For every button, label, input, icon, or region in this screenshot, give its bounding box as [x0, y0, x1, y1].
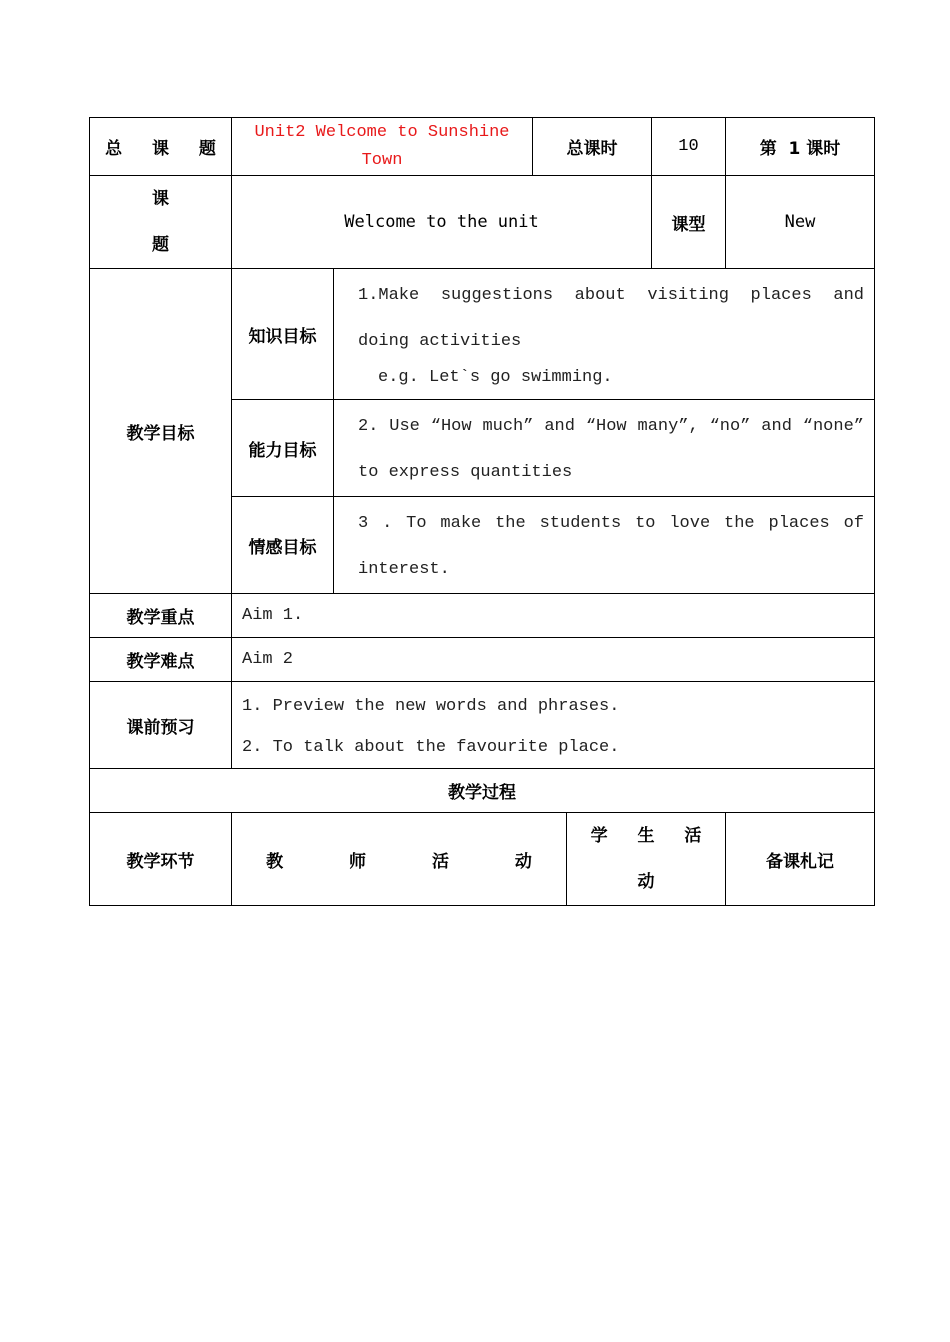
emotion-objective-label: 情感目标 [232, 497, 334, 594]
total-hours-value: 10 [652, 118, 726, 176]
difficult-points-value: Aim 2 [232, 638, 875, 682]
process-header-row [90, 813, 875, 906]
process-title: 教学过程 [90, 769, 875, 813]
notes-column-header: 备课札记 [726, 813, 875, 906]
ability-objective-label: 能力目标 [232, 400, 334, 497]
lesson-topic-row [90, 176, 875, 269]
student-column-header [567, 813, 726, 906]
ability-objective-text: 2. Use “How much” and “How many”, “no” and “none” to express quantities [334, 400, 875, 497]
key-points-value: Aim 1. [232, 594, 875, 638]
student-column-line1: 学 生 活 [590, 826, 714, 846]
objectives-label: 教学目标 [90, 269, 232, 594]
lesson-number: 第 1 课时 [726, 118, 875, 176]
emotion-objective-text: 3 . To make the students to love the places of interest. [334, 497, 875, 594]
preview-item: 2. To talk about the favourite place. [242, 738, 620, 757]
lesson-plan-table [89, 117, 875, 906]
total-topic-value: Unit2 Welcome to Sunshine Town [232, 118, 533, 176]
key-points-label: 教学重点 [90, 594, 232, 638]
knowledge-objective-example: e.g. Let`s go swimming. [378, 368, 613, 387]
preview-item: 1. Preview the new words and phrases. [242, 697, 620, 716]
topic-value: Welcome to the unit [232, 176, 652, 269]
total-topic-label: 总 课 题 [90, 118, 232, 176]
stage-column-header: 教学环节 [90, 813, 232, 906]
key-points-row [90, 594, 875, 638]
header-row [90, 118, 875, 176]
topic-label [90, 176, 232, 269]
objective-knowledge-row [90, 269, 875, 400]
process-title-row [90, 769, 875, 813]
preview-items [232, 682, 875, 769]
knowledge-objective-text [334, 269, 875, 400]
knowledge-objective-line: 1.Make suggestions about visiting places and doing activities [358, 286, 864, 351]
knowledge-objective-label: 知识目标 [232, 269, 334, 400]
lesson-type-value: New [726, 176, 875, 269]
lesson-type-label: 课型 [652, 176, 726, 269]
topic-label-line2: 题 [152, 235, 169, 255]
student-column-line2: 动 [637, 872, 655, 892]
difficult-points-label: 教学难点 [90, 638, 232, 682]
preview-label: 课前预习 [90, 682, 232, 769]
teacher-column-header: 教 师 活 动 [232, 813, 567, 906]
preview-row [90, 682, 875, 769]
total-hours-label: 总课时 [533, 118, 652, 176]
topic-label-line1: 课 [152, 189, 169, 209]
difficult-points-row [90, 638, 875, 682]
